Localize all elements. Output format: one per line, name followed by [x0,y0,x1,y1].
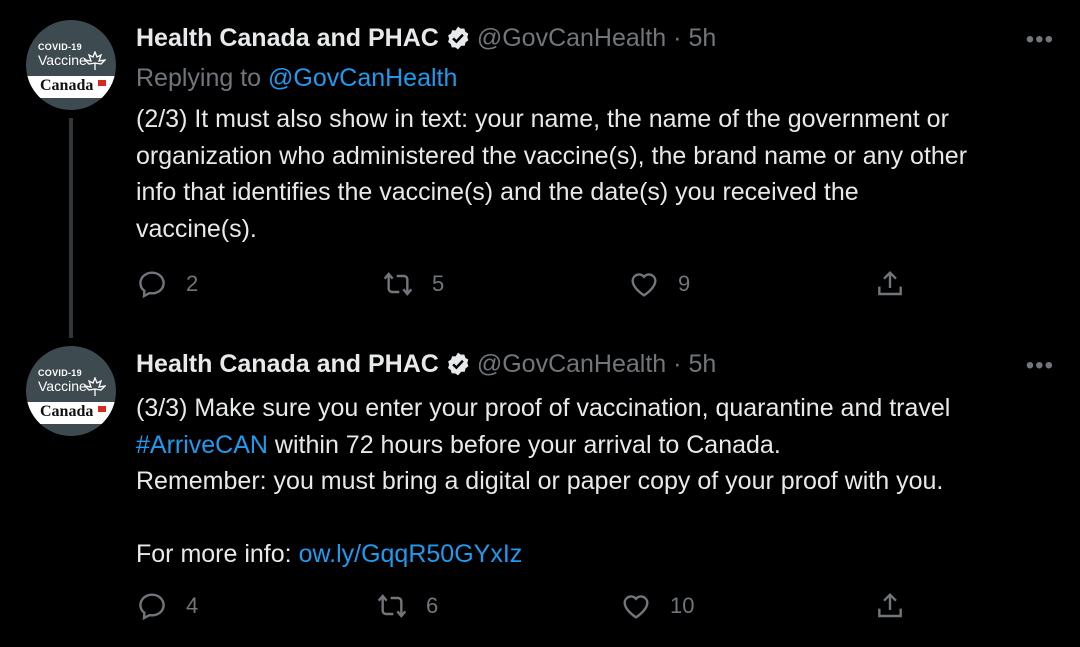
tweet-header [136,350,716,384]
avatar-vaccine-text: Vaccine [38,378,87,394]
avatar[interactable] [26,20,116,110]
share-button[interactable] [874,590,906,622]
retweet-button[interactable] [382,268,444,300]
tweet-line: organization who administered the vaccine(s), the brand name or any other [136,141,968,170]
more-options-icon[interactable]: ••• [1025,26,1054,53]
tweet-line: info that identifies the vaccine(s) and the date(s) you received the [136,178,859,206]
author-name[interactable]: Health Canada and PHAC [136,24,439,52]
like-button[interactable] [628,268,690,300]
retweet-button[interactable] [376,590,438,622]
flag-icon [98,406,106,412]
timestamp[interactable]: 5h [688,350,717,378]
retweet-count: 6 [426,593,439,618]
reply-count: 2 [186,271,199,296]
action-bar [136,590,896,630]
share-button[interactable] [874,268,906,300]
hashtag-link[interactable]: #ArriveCAN [136,430,268,459]
reply-icon [136,590,168,622]
separator-dot: · [673,24,682,52]
tweet-line: vaccine(s). [136,214,257,243]
like-count: 9 [678,271,691,296]
maple-leaf-icon [84,51,106,71]
avatar-covid-text: COVID-19 [38,42,82,52]
info-label: For more info: [136,540,299,568]
avatar-covid-text: COVID-19 [38,368,82,378]
author-handle[interactable]: @GovCanHealth [476,350,667,378]
reply-icon [136,268,168,300]
info-link[interactable]: ow.ly/GqqR50GYxIz [298,540,523,568]
heart-icon [620,590,652,622]
avatar-vaccine-text: Vaccine [38,52,87,68]
replying-label: Replying to [136,64,262,92]
avatar[interactable] [26,346,116,436]
tweet-line: (3/3) Make sure you enter your proof of vaccination, quarantine and travel [136,394,951,422]
action-bar [136,268,896,308]
tweet-line: (2/3) It must also show in text: your name, the name of the government or [136,105,949,133]
tweet-header [136,24,716,58]
author-name[interactable]: Health Canada and PHAC [136,350,439,378]
retweet-icon [382,268,414,300]
tweet-line [136,536,1056,573]
maple-leaf-icon [84,377,106,397]
verified-badge-icon [445,25,471,58]
tweet-text [136,101,1056,247]
tweet-line: Remember: you must bring a digital or paper copy of your proof with you. [136,467,944,495]
like-count: 10 [670,593,695,618]
separator-dot: · [673,350,682,378]
thread-connector-line [69,118,73,338]
tweet-line-rest: within 72 hours before your arrival to Canada. [267,430,781,459]
share-icon [874,590,906,622]
avatar-canada-text: Canada [40,403,94,420]
timestamp[interactable]: 5h [688,24,717,52]
author-handle[interactable]: @GovCanHealth [476,24,667,52]
more-options-icon[interactable]: ••• [1025,352,1054,379]
reply-count: 4 [186,593,199,618]
tweet-text [136,390,1056,573]
verified-badge-icon [445,351,471,384]
retweet-icon [376,590,408,622]
replying-to [136,64,457,93]
flag-icon [98,80,106,86]
heart-icon [628,268,660,300]
reply-button[interactable] [136,268,198,300]
like-button[interactable] [620,590,694,622]
tweet-line [136,427,1056,464]
replying-handle-link[interactable]: @GovCanHealth [268,64,458,92]
avatar-canada-text: Canada [40,77,94,94]
reply-button[interactable] [136,590,198,622]
retweet-count: 5 [432,271,445,296]
share-icon [874,268,906,300]
